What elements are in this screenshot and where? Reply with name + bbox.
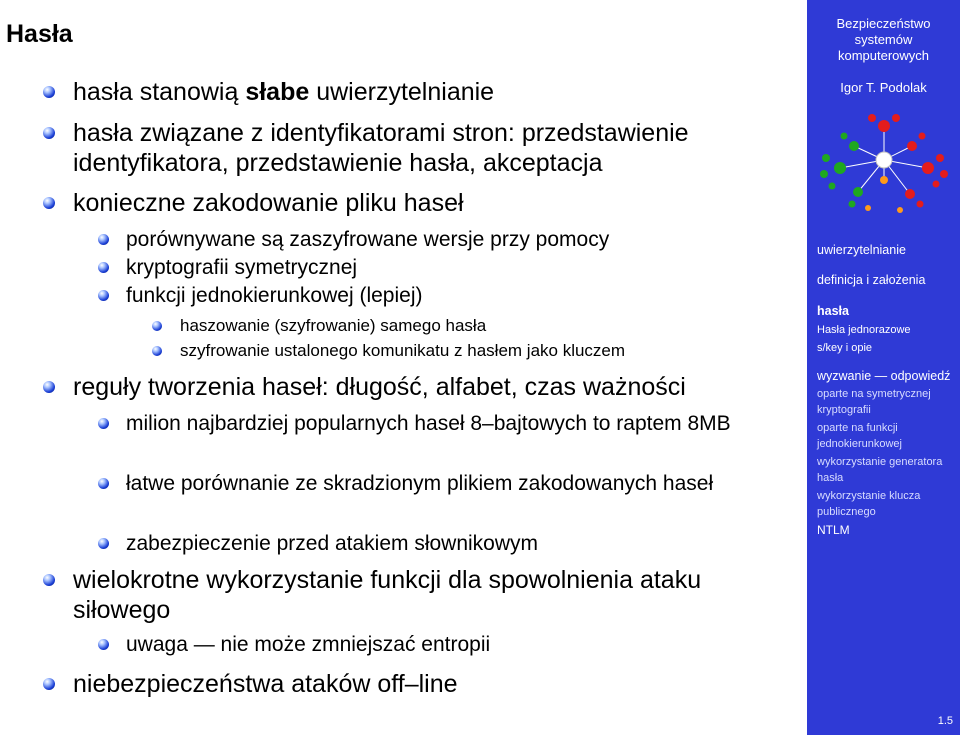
nav-subitem[interactable]: wykorzystanie generatora — [817, 456, 943, 468]
nav-subitem[interactable]: hasła — [817, 472, 844, 484]
item-text: niebezpieczeństwa ataków off–line — [73, 670, 458, 698]
bullet-icon — [98, 262, 109, 273]
bullet-icon — [43, 86, 55, 98]
item-text: reguły tworzenia haseł: długość, alfabet, czas ważności — [73, 373, 686, 401]
item-text: funkcji jednokierunkowej (lepiej) — [126, 284, 423, 307]
list-item — [0, 118, 793, 178]
bullet-icon — [152, 346, 162, 356]
item-text: milion najbardziej popularnych haseł 8–bajtowych to raptem 8MB — [126, 412, 731, 435]
item-text: hasła związane z identyfikatorami stron: przedstawienie identyfikatora, przedstawienie hasła, akceptacja — [73, 119, 689, 177]
nav-subitem[interactable]: oparte na funkcji — [817, 422, 898, 434]
list-item — [0, 188, 793, 218]
nav-subitem[interactable]: Hasła jednorazowe — [817, 324, 911, 336]
nav-item[interactable]: uwierzytelnianie — [817, 243, 906, 257]
list-item — [0, 631, 776, 659]
nav-subitem[interactable]: jednokierunkowej — [817, 438, 902, 450]
bullet-icon — [43, 678, 55, 690]
item-text: uwaga — nie może zmniejszać entropii — [126, 633, 491, 656]
item-text: hasła stanowią — [73, 78, 246, 106]
bullet-icon — [43, 381, 55, 393]
item-text: łatwe porównanie ze skradzionym plikiem zakodowanych haseł — [126, 472, 714, 495]
bullet-icon — [98, 290, 109, 301]
nav-subitem[interactable]: publicznego — [817, 506, 876, 518]
list-item — [0, 470, 746, 498]
bullet-icon — [98, 478, 109, 489]
list-item — [0, 372, 793, 402]
bullet-icon — [98, 538, 109, 549]
title-line: komputerowych — [837, 48, 930, 63]
item-text: zabezpieczenie przed atakiem słownikowym — [126, 532, 539, 555]
list-item — [0, 530, 776, 558]
title-line: systemów — [854, 32, 913, 47]
bullet-icon — [43, 197, 55, 209]
list-item — [0, 339, 780, 363]
item-text: szyfrowanie ustalonego komunikatu z hasłem jako kluczem — [180, 341, 626, 360]
presentation-title[interactable] — [807, 16, 960, 64]
list-item — [0, 254, 776, 282]
list-item — [0, 282, 776, 310]
bullet-icon — [98, 418, 109, 429]
bullet-icon — [152, 321, 162, 331]
university-tree-logo-icon — [812, 108, 956, 220]
slide-title: Hasła — [6, 20, 73, 48]
list-item — [0, 565, 773, 625]
bullet-icon — [43, 574, 55, 586]
list-item — [0, 226, 776, 254]
title-line: Bezpieczeństwo — [836, 16, 931, 31]
item-text: wielokrotne wykorzystanie funkcji dla spowolnienia ataku siłowego — [73, 566, 702, 624]
list-item — [0, 410, 776, 438]
item-bold-text: słabe — [245, 78, 310, 106]
item-text: uwierzytelnianie — [309, 78, 495, 106]
nav-item-current[interactable]: hasła — [817, 304, 849, 318]
sidebar — [807, 0, 960, 735]
nav-subitem[interactable]: s/key i opie — [817, 342, 873, 354]
item-text: haszowanie (szyfrowanie) samego hasła — [180, 316, 487, 335]
bullet-icon — [98, 639, 109, 650]
bullet-icon — [98, 234, 109, 245]
list-item — [0, 77, 793, 107]
nav-item[interactable]: wyzwanie — odpowiedź — [817, 369, 951, 383]
nav-subitem[interactable]: oparte na symetrycznej — [817, 388, 931, 400]
item-text: porównywane są zaszyfrowane wersje przy pomocy — [126, 228, 610, 251]
nav-subitem[interactable]: kryptografii — [817, 404, 871, 416]
item-text: kryptografii symetrycznej — [126, 256, 358, 279]
nav-subitem[interactable]: wykorzystanie klucza — [817, 490, 921, 502]
nav-item[interactable]: definicja i założenia — [817, 273, 926, 287]
author-name[interactable]: Igor T. Podolak — [840, 80, 927, 95]
list-item — [0, 669, 793, 699]
nav-subitem[interactable]: NTLM — [817, 523, 850, 537]
page-number: 1.5 — [937, 715, 953, 727]
bullet-icon — [43, 127, 55, 139]
item-text: konieczne zakodowanie pliku haseł — [73, 189, 464, 217]
list-item — [0, 314, 780, 338]
